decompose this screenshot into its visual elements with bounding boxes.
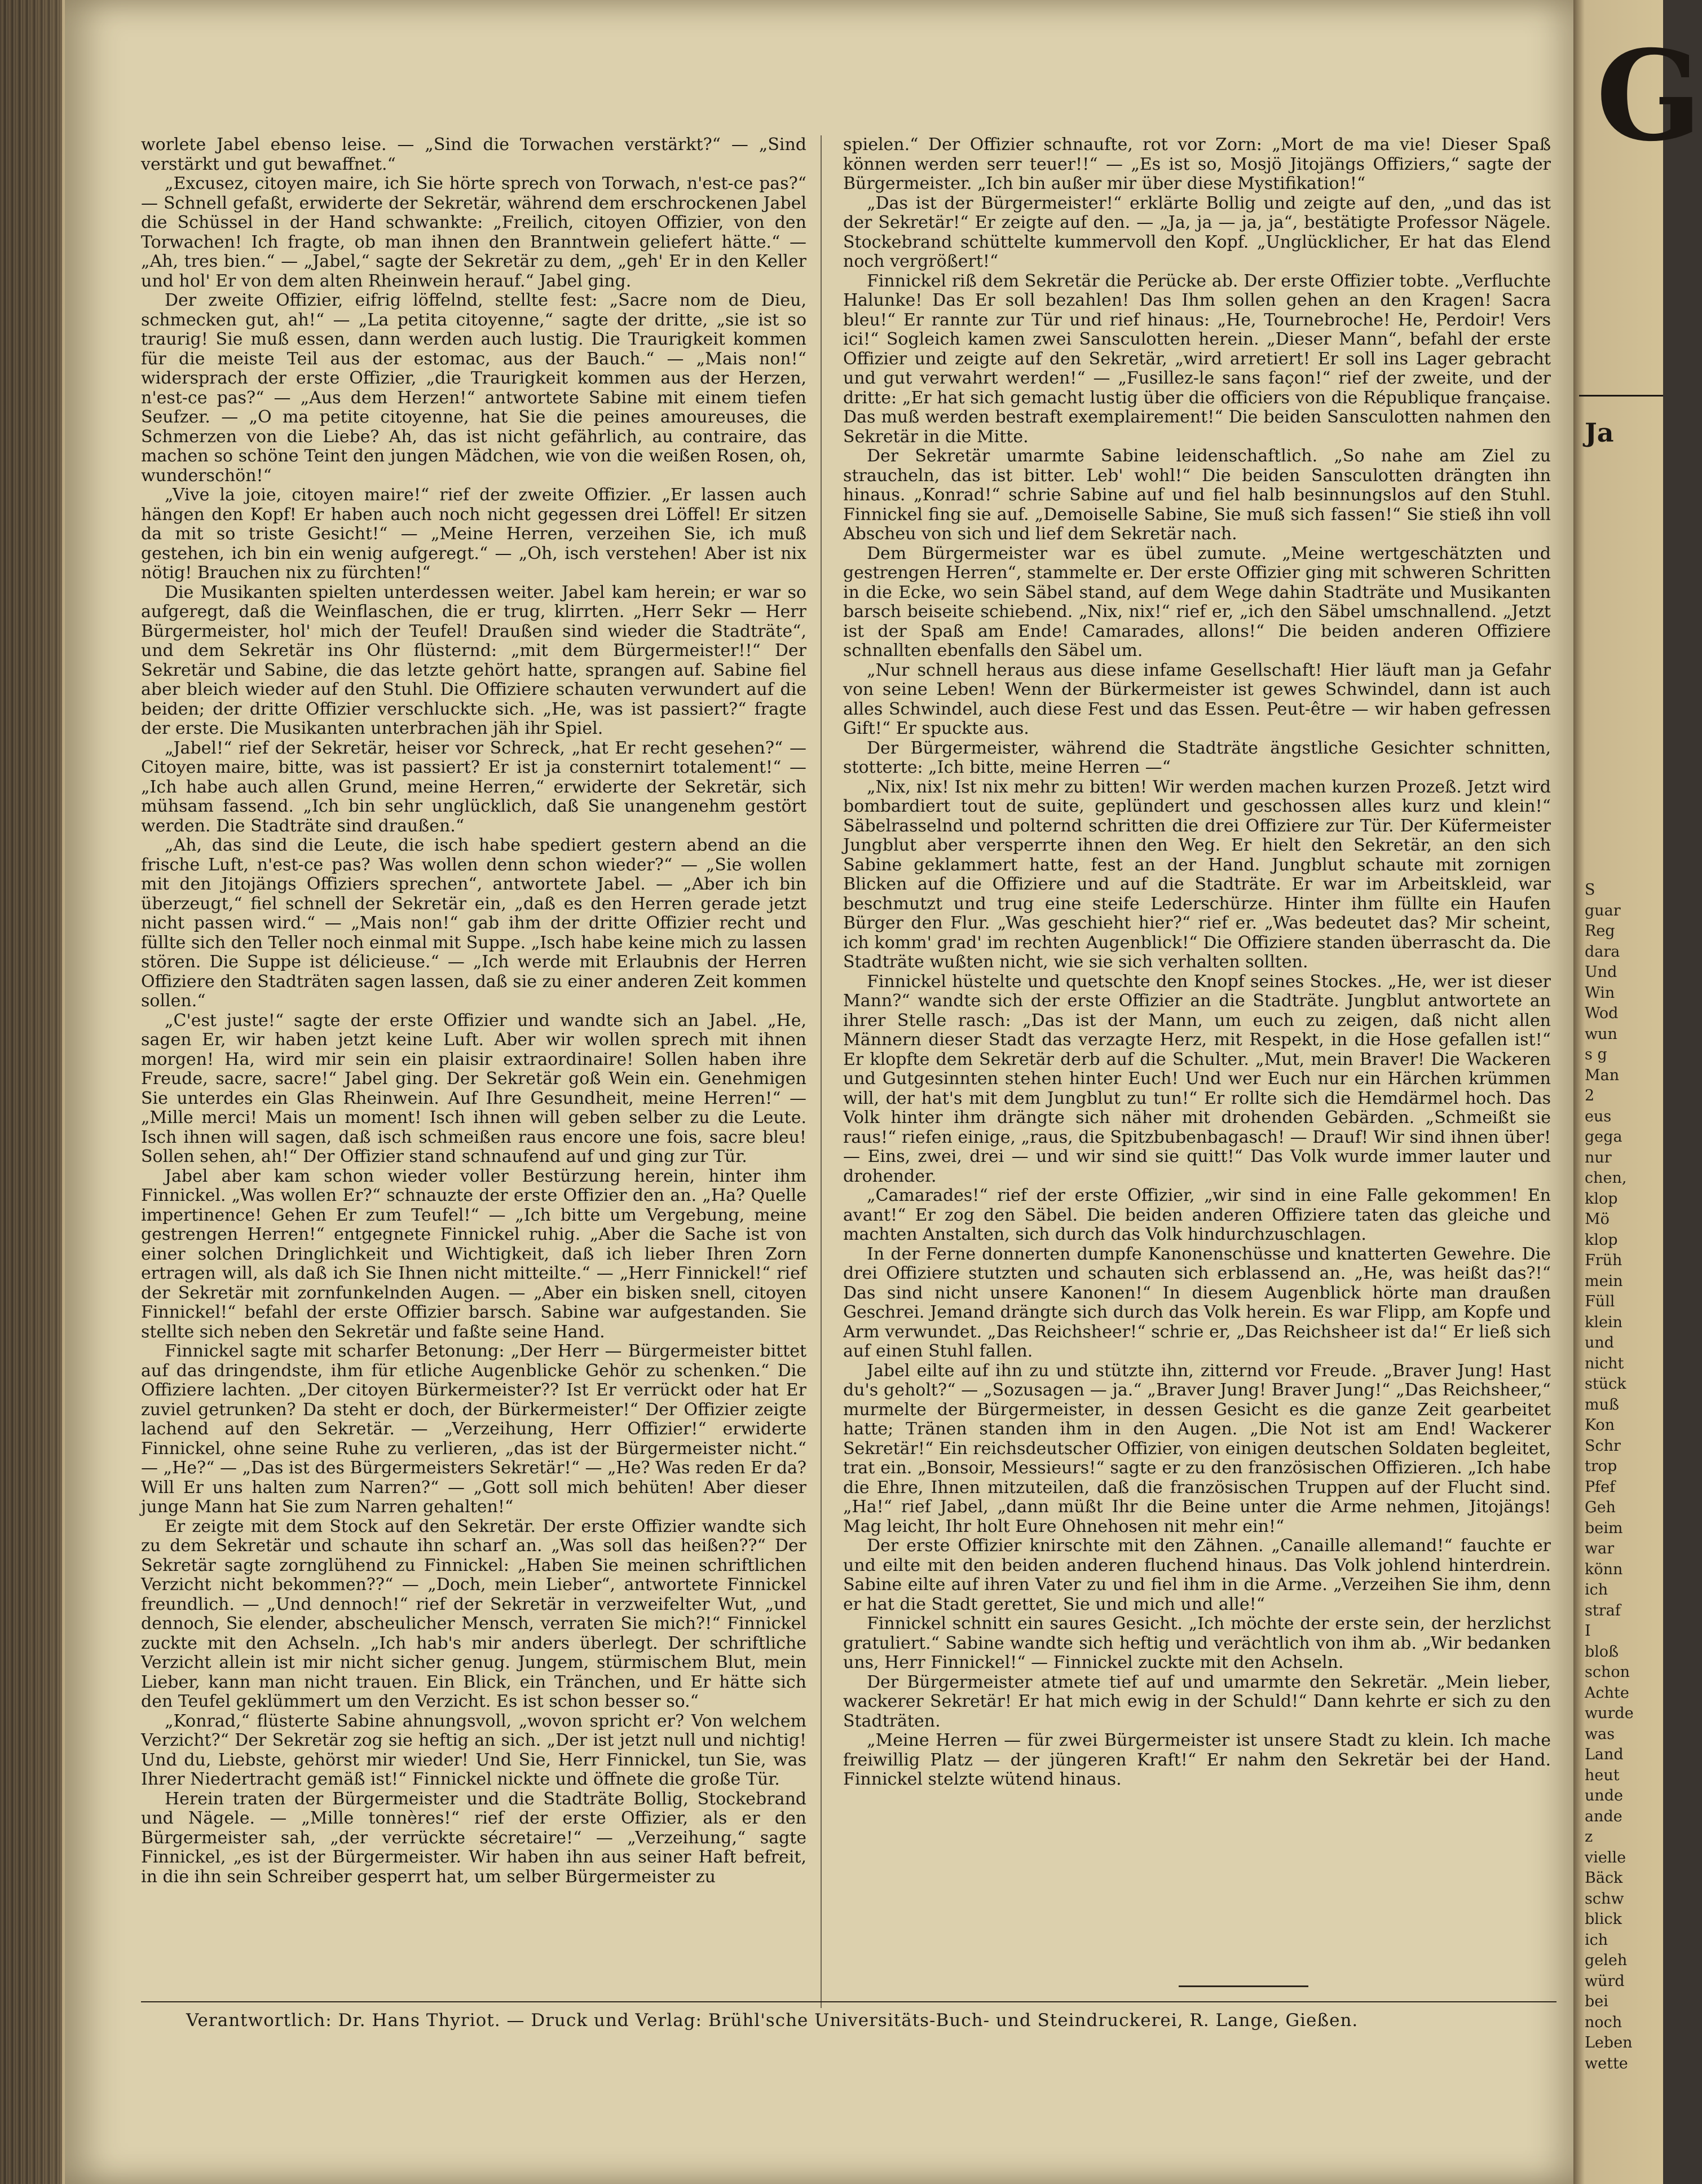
paragraph: Finnickel hüstelte und quetschte den Knopf seines Stockes. „He, wer ist dieser Mann?“ wandte sich der erste Offizier an die Stadträte. Jungblut antwortete an ihrer Stelle rasch: „Das ist der Mann, um euch zu zeigen, daß nicht allen Männern dieser Stadt das verzagte Herz, mit Respekt, in die Hose gefallen ist!“ Er klopfte dem Sekretär derb auf die Schulter. „Mut, mein Braver! Die Wackeren und Gutgesinnten stehen hinter Euch! Und wer Euch nur ein Härchen krümmen will, der hat's mit dem Jungblut zu tun!“ Er rollte sich die Hemdärmel hoch. Das Volk hinter ihm drängte sich näher mit drohenden Gebärden. „Schmeißt sie raus!“ riefen einige, „raus, die Spitzbubenbagasch! — Drauf! Wir sind ihnen über! — Eins, zwei, drei — und wir sind sie quitt!“ Das Volk wurde immer lauter und drohender. (843, 971, 1551, 1186)
next-page-line-fragment: Schr (1585, 1437, 1621, 1455)
story-end-rule (1179, 1985, 1308, 1987)
next-page-line-fragment: blick (1585, 1910, 1622, 1928)
paragraph: „Nix, nix! Ist nix mehr zu bitten! Wir werden machen kurzen Prozeß. Jetzt wird bombardiert tout de suite, geplündert und geschossen alles kurz und klein!“ Säbelrasselnd und polternd schritten die drei Offiziere zur Tür. Der Küfermeister Jungblut aber versperrte ihnen den Weg. Er hielt den Sekretär, an den sich Sabine geklammert hatte, fest an der Hand. Jungblut schaute mit zornigen Blicken auf die Offiziere und auf die Stadträte. Er war im Arbeitskleid, war beschmutzt und trug eine steife Lederschürze. Hinter ihm füllte ein Haufen Bürger den Flur. „Was geschieht hier?“ rief er. „Was bedeutet das? Mir scheint, ich komm' grad' im rechten Augenblick!“ Die Offiziere standen überrascht da. Die Stadträte wußten nicht, wie sie sich verhalten sollten. (843, 777, 1551, 972)
imprint-footer: Verantwortlich: Dr. Hans Thyriot. — Druck und Verlag: Brühl'sche Universitäts-Buch- und Steindruckerei, R. Lange, Gießen. (186, 2010, 1359, 2031)
next-page-line-fragment: was (1585, 1725, 1615, 1743)
paragraph: „C'est juste!“ sagte der erste Offizier und wandte sich an Jabel. „He, sagen Er, wir haben jetzt keine Luft. Aber wir wollen sprech mit ihnen morgen! Ha, wird mir sein ein plaisir extraordinaire! Sollen haben ihre Freude, sacre, sacre!“ Jabel ging. Der Sekretär goß Wein ein. Genehmigen Sie unterdes ein Glas Rheinwein. Auf Ihre Gesundheit, meine Herren!“ — „Mille merci! Mais un moment! Isch ihnen will geben selber zu die Leute. Isch ihnen will sagen, daß isch schmeißen raus encore une fois, sacre bleu! Sollen sehen, ah!“ Der Offizier stand schnaufend auf und ging zur Tür. (141, 1010, 806, 1166)
paragraph: „Ah, das sind die Leute, die isch habe spediert gestern abend an die frische Luft, n'est-ce pas? Was wollen denn schon wieder?“ — „Sie wollen mit den Jitojängs Offiziers sprechen“, antwortete Jabel. — „Aber ich bin überzeugt,“ fiel schnell der Sekretär ein, „daß es den Herren gerade jetzt nicht passen wird.“ — „Mais non!“ gab ihm der dritte Offizier recht und füllte sich den Teller noch einmal mit Suppe. „Isch habe keine mich zu lassen stören. Die Suppe ist délicieuse.“ — „Ich werde mit Erlaubnis der Herren Offiziere den Stadträten sagen lassen, daß sie zu einer anderen Zeit kommen sollen.“ (141, 835, 806, 1011)
next-page-line-fragment: eus (1585, 1107, 1612, 1125)
next-page-line-fragment: Achte (1585, 1684, 1629, 1702)
next-page-line-fragment: klop (1585, 1231, 1618, 1249)
left-text-column (141, 135, 806, 1974)
next-page-line-fragment: Mö (1585, 1210, 1610, 1228)
next-page-line-fragment: ande (1585, 1807, 1622, 1825)
paragraph: „Camarades!“ rief der erste Offizier, „wir sind in eine Falle gekommen! En avant!“ Er zog den Säbel. Die beiden anderen Offiziere taten das gleiche und machten Anstalten, sich durch das Volk hindurchzuschlagen. (843, 1186, 1551, 1244)
next-page-line-fragment: Pfef (1585, 1478, 1616, 1496)
paragraph: „Das ist der Bürgermeister!“ erklärte Bollig und zeigte auf den, „und das ist der Sekretär!“ Er zeigte auf den. — „Ja, ja — ja, ja“, bestätigte Professor Nägele. Stockebrand schüttelte kummervoll den Kopf. „Unglücklicher, Er hat das Elend noch vergrößert!“ (843, 193, 1551, 271)
next-page-masthead-letter: G (1596, 23, 1702, 169)
next-page-line-fragment: nicht (1585, 1354, 1624, 1372)
next-page-line-fragment: gega (1585, 1128, 1622, 1146)
next-page-line-fragment: guar (1585, 901, 1621, 919)
paragraph: „Jabel!“ rief der Sekretär, heiser vor Schreck, „hat Er recht gesehen?“ — Citoyen maire, bitte, was ist passiert? Er ist ja consternirt totalement!“ — „Ich habe auch allen Grund, meine Herren,“ erwiderte der Sekretär, sich mühsam fassend. „Ich bin sehr unglücklich, daß Sie unangenehm gestört werden. Die Stadträte sind draußen.“ (141, 738, 806, 836)
next-page-line-fragment: wette (1585, 2054, 1628, 2072)
next-page-line-fragment: I (1585, 1622, 1591, 1640)
next-page-line-fragment: S (1585, 881, 1595, 899)
book-binding-edge (0, 0, 62, 2184)
next-page-text-fragments (1585, 880, 1663, 2074)
right-text-column (843, 135, 1551, 1974)
next-page-edge (1573, 0, 1702, 2184)
paragraph: Finnickel riß dem Sekretär die Perücke ab. Der erste Offizier tobte. „Verfluchte Halunke! Das Er soll bezahlen! Das Ihm sollen gehen an den Kragen! Sacra bleu!“ Er rannte zur Tür und rief hinaus: „He, Tournebroche! He, Perdoir! Vers ici!“ Sogleich kamen zwei Sansculotten herein. „Dieser Mann“, befahl der erste Offizier und zeigte auf den Sekretär, „wird arretiert! Er soll ins Lager gebracht und gut verwahrt werden!“ — „Fusillez-le sans façon!“ rief der zweite, und der dritte: „Er hat sich gemacht lustig über die officiers von die République française. Das muß werden bestraft exemplairement!“ Die beiden Sansculotten nahmen den Sekretär in die Mitte. (843, 271, 1551, 447)
paragraph: Dem Bürgermeister war es übel zumute. „Meine wertgeschätzten und gestrengen Herren“, stammelte er. Der erste Offizier ging mit schweren Schritten in die Ecke, wo sein Säbel stand, auf dem Wege dahin Stadträte und Musikanten barsch beiseite schiebend. „Nix, nix!“ rief er, „ich den Säbel umschnallend. „Jetzt ist der Spaß am Ende! Camarades, allons!“ Die beiden anderen Offiziere schnallten ebenfalls den Säbel um. (843, 543, 1551, 661)
next-page-line-fragment: wun (1585, 1025, 1617, 1043)
next-page-line-fragment: noch (1585, 2013, 1622, 2031)
next-page-line-fragment: vielle (1585, 1848, 1626, 1866)
next-page-line-fragment: beim (1585, 1519, 1623, 1537)
next-page-line-fragment: Geh (1585, 1499, 1616, 1516)
paragraph: „Meine Herren — für zwei Bürgermeister ist unsere Stadt zu klein. Ich mache freiwillig Platz — der jüngeren Kraft!“ Er nahm den Sekretär bei der Hand. Finnickel stelzte wütend hinaus. (843, 1731, 1551, 1789)
paragraph: Der zweite Offizier, eifrig löffelnd, stellte fest: „Sacre nom de Dieu, schmecken gut, ah!“ — „La petita citoyenne,“ sagte der dritte, „sie ist so traurig! Sie muß essen, dann werden auch lustig. Die Traurigkeit kommen für die meiste Teil aus der estomac, aus der Bauch.“ — „Mais non!“ widersprach der erste Offizier, „die Traurigkeit kommen aus der Herzen, n'est-ce pas?“ — „Aus dem Herzen!“ antwortete Sabine mit einem tiefen Seufzer. — „O ma petite citoyenne, hat Sie die peines amoureuses, die Schmerzen von die Liebe? Ah, das ist nicht gefährlich, au contraire, das machen so schöne Teint den jungen Mädchen, wie von die weißen Rosen, oh, wunderschön!“ (141, 290, 806, 486)
next-page-line-fragment: schon (1585, 1663, 1630, 1681)
paragraph: Er zeigte mit dem Stock auf den Sekretär. Der erste Offizier wandte sich zu dem Sekretär und schaute ihn scharf an. „Was soll das heißen??“ Der Sekretär sagte zornglühend zu Finnickel: „Haben Sie meinen schriftlichen Verzicht nicht bekommen??“ — „Doch, mein Lieber“, antwortete Finnickel freundlich. — „Und dennoch!“ rief der Sekretär in verzweifelter Wut, „und dennoch, Sie elender, abscheulicher Mensch, verraten Sie mich?!“ Finnickel zuckte mit den Achseln. „Ich hab's mir anders überlegt. Der schriftliche Verzicht allein ist mir nicht sicher genug. Jungem, stürmischem Blut, mein Lieber, kann man nicht trauen. Ein Blick, ein Tränchen, und Er hätte sich den Teufel geklümmert um den Verzicht. Es ist schon besser so.“ (141, 1516, 806, 1711)
next-page-line-fragment: chen, (1585, 1169, 1627, 1187)
next-page-line-fragment: z (1585, 1828, 1593, 1846)
next-page-line-fragment: würd (1585, 1972, 1625, 1990)
next-page-line-fragment: wurde (1585, 1705, 1634, 1722)
next-page-line-fragment: bloß (1585, 1643, 1619, 1661)
next-page-line-fragment: heut (1585, 1766, 1620, 1784)
next-page-line-fragment: Leben (1585, 2034, 1633, 2051)
paragraph: Der Bürgermeister, während die Stadträte ängstliche Gesichter schnitten, stotterte: „Ich bitte, meine Herren —“ (843, 738, 1551, 777)
paragraph: spielen.“ Der Offizier schnaufte, rot vor Zorn: „Mort de ma vie! Dieser Spaß können werden serr teuer!!“ — „Es ist so, Mosjö Jitojängs Offiziers,“ sagte der Bürgermeister. „Ich bin außer mir über diese Mystifikation!“ (843, 135, 1551, 193)
paragraph: „Nur schnell heraus aus diese infame Gesellschaft! Hier läuft man ja Gefahr von seine Leben! Wenn der Bürkermeister ist gewes Schwindel, dann ist auch alles Schwindel, auch diese Fest und das Essen. Peut-être — wir haben gefressen Gift!“ Er spuckte aus. (843, 660, 1551, 738)
next-page-line-fragment: Bäck (1585, 1869, 1623, 1887)
paragraph: Finnickel sagte mit scharfer Betonung: „Der Herr — Bürgermeister bittet auf das dringendste, ihm für etliche Augenblicke Gehör zu schenken.“ Die Offiziere lachten. „Der citoyen Bürkermeister?? Ist Er verrückt oder hat Er zuviel getrunken? Da steht er doch, der Bürkermeister!“ Der Offizier zeigte lachend auf den Sekretär. — „Verzeihung, Herr Offizier!“ erwiderte Finnickel, ohne seine Ruhe zu verlieren, „das ist der Bürgermeister nicht.“ — „He?“ — „Das ist des Bürgermeisters Sekretär!“ — „He? Was reden Er da? Will Er uns halten zum Narren?“ — „Gott soll mich behüten! Aber dieser junge Mann hat Sie zum Narren gehalten!“ (141, 1341, 806, 1517)
paragraph: Finnickel schnitt ein saures Gesicht. „Ich möchte der erste sein, der herzlichst gratuliert.“ Sabine wandte sich heftig und verächtlich von ihm ab. „Wir bedanken uns, Herr Finnickel!“ — Finnickel zuckte mit den Achseln. (843, 1614, 1551, 1672)
next-page-line-fragment: s g (1585, 1046, 1607, 1063)
next-page-line-fragment: Früh (1585, 1252, 1622, 1269)
paragraph: „Excusez, citoyen maire, ich Sie hörte sprech von Torwach, n'est-ce pas?“ — Schnell gefaßt, erwiderte der Sekretär, während dem erschrockenen Jabel die Schüssel in der Hand schwankte: „Freilich, citoyen Offizier, von den Torwachen! Ich fragte, ob man ihnen den Branntwein geliefert hätte.“ — „Ah, tres bien.“ — „Jabel,“ sagte der Sekretär zu dem, „geh' Er in den Keller und hol' Er von dem alten Rheinwein herauf.“ Jabel ging. (141, 174, 806, 291)
next-page-line-fragment: Füll (1585, 1293, 1615, 1310)
next-page-line-fragment: Man (1585, 1066, 1620, 1084)
paragraph: Der erste Offizier knirschte mit den Zähnen. „Canaille allemand!“ fauchte er und eilte mit den beiden anderen fluchend hinaus. Das Volk johlend hinterdrein. Sabine eilte auf ihren Vater zu und fiel ihm in die Arme. „Verzeihen Sie ihm, denn er hat die Stadt gerettet, Sie und mich und alle!“ (843, 1536, 1551, 1614)
paragraph: „Konrad,“ flüsterte Sabine ahnungsvoll, „wovon spricht er? Von welchem Verzicht?“ Der Sekretär zog sie heftig an sich. „Der ist jetzt null und nichtig! Und du, Liebste, gehörst mir wieder! Und Sie, Herr Finnickel, tun Sie, was Ihrer Niedertracht gemäß ist!“ Finnickel nickte und öffnete die große Tür. (141, 1711, 806, 1789)
next-page-line-fragment: klein (1585, 1313, 1622, 1331)
next-page-line-fragment: klop (1585, 1190, 1618, 1208)
paragraph: Der Bürgermeister atmete tief auf und umarmte den Sekretär. „Mein lieber, wackerer Sekretär! Er hat mich ewig in der Schuld!“ Dann kehrte er sich zu den Stadträten. (843, 1672, 1551, 1731)
next-page-line-fragment: war (1585, 1540, 1615, 1557)
next-page-line-fragment: mein (1585, 1272, 1623, 1290)
next-page-line-fragment: nur (1585, 1148, 1612, 1166)
next-page-line-fragment: geleh (1585, 1952, 1628, 1969)
next-page-heading-fragment: Ja (1585, 417, 1614, 448)
next-page-line-fragment: Kon (1585, 1416, 1615, 1434)
paragraph: Der Sekretär umarmte Sabine leidenschaftlich. „So nahe am Ziel zu straucheln, das ist bitter. Leb' wohl!“ Die beiden Sansculotten drängten ihn hinaus. „Konrad!“ schrie Sabine auf und fiel halb besinnungslos auf den Stuhl. Finnickel fing sie auf. „Demoiselle Sabine, Sie muß sich fassen!“ Sie stieß ihn voll Abscheu von sich und lief dem Sekretär nach. (843, 446, 1551, 544)
paragraph: Die Musikanten spielten unterdessen weiter. Jabel kam herein; er war so aufgeregt, daß die Weinflaschen, die er trug, klirrten. „Herr Sekr — Herr Bürgermeister, hol' mich der Teufel! Draußen sind wieder die Stadträte“, und dem Sekretär ins Ohr flüsternd: „mit dem Bürgermeister!!“ Der Sekretär und Sabine, die das letzte gehört hatte, sprangen auf. Sabine fiel aber bleich wieder auf den Stuhl. Die Offiziere schauten verwundert auf die beiden; der dritte Offizier verschluckte sich. „He, was ist passiert?“ fragte der erste. Die Musikanten unterbrachen jäh ihr Spiel. (141, 582, 806, 738)
next-page-line-fragment: muß (1585, 1395, 1620, 1414)
paragraph: „Vive la joie, citoyen maire!“ rief der zweite Offizier. „Er lassen auch hängen den Kopf! Er haben auch noch nicht gegessen drei Löffel! Er sitzen da mit so triste Gesicht!“ — „Meine Herren, verzeihen Sie, ich muß gestehen, ich bin ein wenig aufgeregt.“ — „Oh, isch verstehen! Aber ist nix nötig! Brauchen nix zu fürchten!“ (141, 485, 806, 583)
paragraph: Jabel aber kam schon wieder voller Bestürzung herein, hinter ihm Finnickel. „Was wollen Er?“ schnauzte der erste Offizier den an. „Ha? Quelle impertinence! Gehen Er zum Teufel!“ — „Ich bitte um Vergebung, meine gestrengen Herren!“ entgegnete Finnickel ruhig. „Aber die Sache ist von einer solchen Dringlichkeit und Wichtigkeit, daß ich lieber Ihren Zorn ertragen will, als daß ich Sie Ihnen nicht mitteilte.“ — „Herr Finnickel!“ rief der Sekretär mit zornfunkelnden Augen. — „Aber ein bisken snell, citoyen Finnickel!“ befahl der erste Offizier barsch. Sabine war aufgestanden. Sie stellte sich neben den Sekretär und faßte seine Hand. (141, 1166, 806, 1342)
next-page-line-fragment: trop (1585, 1458, 1617, 1475)
paragraph: worlete Jabel ebenso leise. — „Sind die Torwachen verstärkt?“ — „Sind verstärkt und gut bewaffnet.“ (141, 135, 806, 174)
next-page-line-fragment: unde (1585, 1787, 1624, 1804)
footer-rule (141, 2001, 1557, 2002)
next-page-line-fragment: 2 (1585, 1087, 1595, 1104)
next-page-line-fragment: dara (1585, 943, 1620, 961)
next-page-line-fragment: ich (1585, 1581, 1608, 1599)
column-divider (821, 135, 822, 2008)
next-page-line-fragment: und (1585, 1334, 1615, 1351)
paragraph: Jabel eilte auf ihn zu und stützte ihn, zitternd vor Freude. „Braver Jung! Hast du's geholt?“ — „Sozusagen — ja.“ „Braver Jung! Braver Jung!“ „Das Reichsheer,“ murmelte der Bürgermeister, in dessen Gesicht es die ganze Zeit gearbeitet hatte; Tränen standen ihm in den Augen. „Die Not ist am End! Wackerer Sekretär!“ Ein reichsdeutscher Offizier, von einigen deutschen Soldaten begleitet, trat ein. „Bonsoir, Messieurs!“ sagte er zu den französischen Offizieren. „Ich habe die Ehre, Ihnen mitzuteilen, daß die französischen Truppen auf der Flucht sind. „Ha!“ rief Jabel, „dann müßt Ihr die Beine unter die Arme nehmen, Jitojängs! Mag leicht, Ihr holt Eure Ohnehosen nit mehr ein!“ (843, 1360, 1551, 1536)
next-page-line-fragment: straf (1585, 1601, 1621, 1619)
next-page-line-fragment: ich (1585, 1931, 1608, 1949)
next-page-line-fragment: Land (1585, 1746, 1624, 1763)
next-page-line-fragment: stück (1585, 1375, 1626, 1393)
paragraph: Herein traten der Bürgermeister und die Stadträte Bollig, Stockebrand und Nägele. — „Mille tonnères!“ rief der erste Offizier, als er den Bürgermeister sah, „der verrückte sécretaire!“ — „Verzeihung,“ sagte Finnickel, „es ist der Bürgermeister. Wir haben ihn aus seiner Haft befreit, in die ihn sein Schreiber gesperrt hat, um selber Bürgermeister zu (141, 1789, 806, 1887)
next-page-line-fragment: Reg (1585, 922, 1615, 940)
next-page-line-fragment: Wod (1585, 1005, 1619, 1022)
next-page-line-fragment: Und (1585, 963, 1617, 981)
next-page-line-fragment: bei (1585, 1993, 1608, 2010)
next-page-line-fragment: Win (1585, 984, 1615, 1002)
next-page-line-fragment: schw (1585, 1890, 1624, 1908)
paragraph: In der Ferne donnerten dumpfe Kanonenschüsse und knatterten Gewehre. Die drei Offiziere stutzten und schauten sich erblassend an. „He, was heißt das?!“ Das sind nicht unsere Kanonen!“ In diesem Augenblick hörte man draußen Geschrei. Jemand drängte sich durch das Volk herein. Es war Flipp, am Kopfe und Arm verwundet. „Das Reichsheer!“ schrie er, „Das Reichsheer ist da!“ Er ließ sich auf einen Stuhl fallen. (843, 1244, 1551, 1361)
next-page-line-fragment: könn (1585, 1560, 1623, 1578)
next-page-rule (1579, 395, 1663, 397)
